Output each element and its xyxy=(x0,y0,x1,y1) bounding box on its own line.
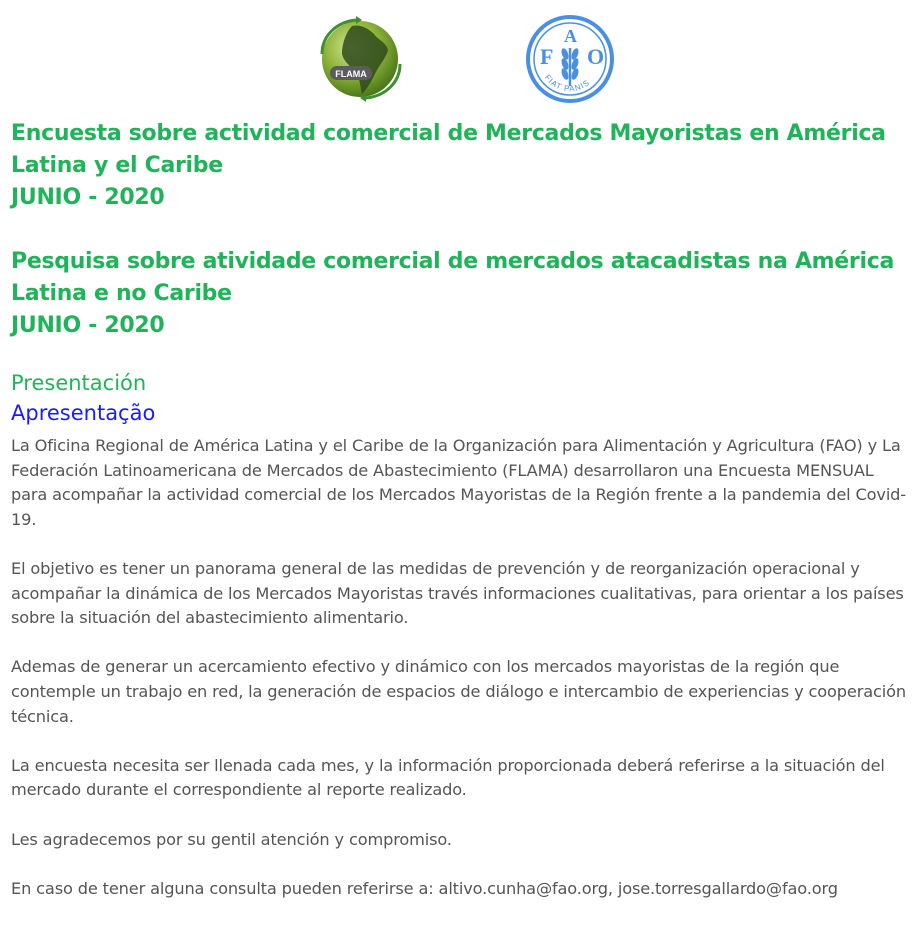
title-portuguese xyxy=(11,246,907,342)
survey-intro xyxy=(11,118,907,901)
svg-text:F: F xyxy=(540,44,554,69)
fao-motto: FIAT PANIS xyxy=(542,72,592,94)
paragraph-monthly: La encuesta necesita ser llenada cada mes, y la información proporcionada deberá referirse a la situación del mercado durante el correspondiente al reporte realizado. xyxy=(11,755,885,800)
presentation-heading-es: Presentación xyxy=(11,371,147,395)
title-spanish-date: JUNIO - 2020 xyxy=(11,185,165,210)
presentation-heading-pt: Apresentação xyxy=(11,401,156,425)
flama-logo-text: FLAMA xyxy=(335,69,367,79)
title-spanish xyxy=(11,118,907,214)
svg-text:A: A xyxy=(564,26,577,46)
title-portuguese-line1: Pesquisa sobre atividade comercial de mercados atacadistas na América xyxy=(11,249,894,274)
description-body xyxy=(11,434,907,901)
title-portuguese-date: JUNIO - 2020 xyxy=(11,313,165,338)
header-logos xyxy=(0,14,914,104)
paragraph-intro: La Oficina Regional de América Latina y el Caribe de la Organización para Alimentación y Agricultura (FAO) y La Federación Latinoamericana de Mercados de Abastecimiento (FLAMA) desarrollaron una Encuesta MENSUAL para acompañar la actividad comercial de los Mercados Mayoristas de la Región frente a la pandemia del Covid-19. xyxy=(11,436,907,529)
paragraph-objective: El objetivo es tener un panorama general de las medidas de prevención y de reorganización operacional y acompañar la dinámica de los Mercados Mayoristas través informaciones cualitativas, para orientar a los países sobre la situación del abastecimiento alimentario. xyxy=(11,558,904,628)
fao-logo xyxy=(524,14,616,104)
title-spanish-line1: Encuesta sobre actividad comercial de Mercados Mayoristas en América xyxy=(11,121,886,146)
title-spanish-line2: Latina y el Caribe xyxy=(11,153,223,178)
paragraph-network: Ademas de generar un acercamiento efectivo y dinámico con los mercados mayoristas de la región que contemple un trabajo en red, la generación de espacios de diálogo e intercambio de experiencias y cooperación técnica. xyxy=(11,657,906,726)
title-portuguese-line2: Latina e no Caribe xyxy=(11,281,232,306)
flama-logo xyxy=(316,16,408,102)
svg-text:O: O xyxy=(587,44,605,69)
paragraph-thanks: Les agradecemos por su gentil atención y compromiso. xyxy=(11,829,452,849)
paragraph-contact: En caso de tener alguna consulta pueden referirse a: altivo.cunha@fao.org, jose.torresgallardo@fao.org xyxy=(11,878,838,898)
